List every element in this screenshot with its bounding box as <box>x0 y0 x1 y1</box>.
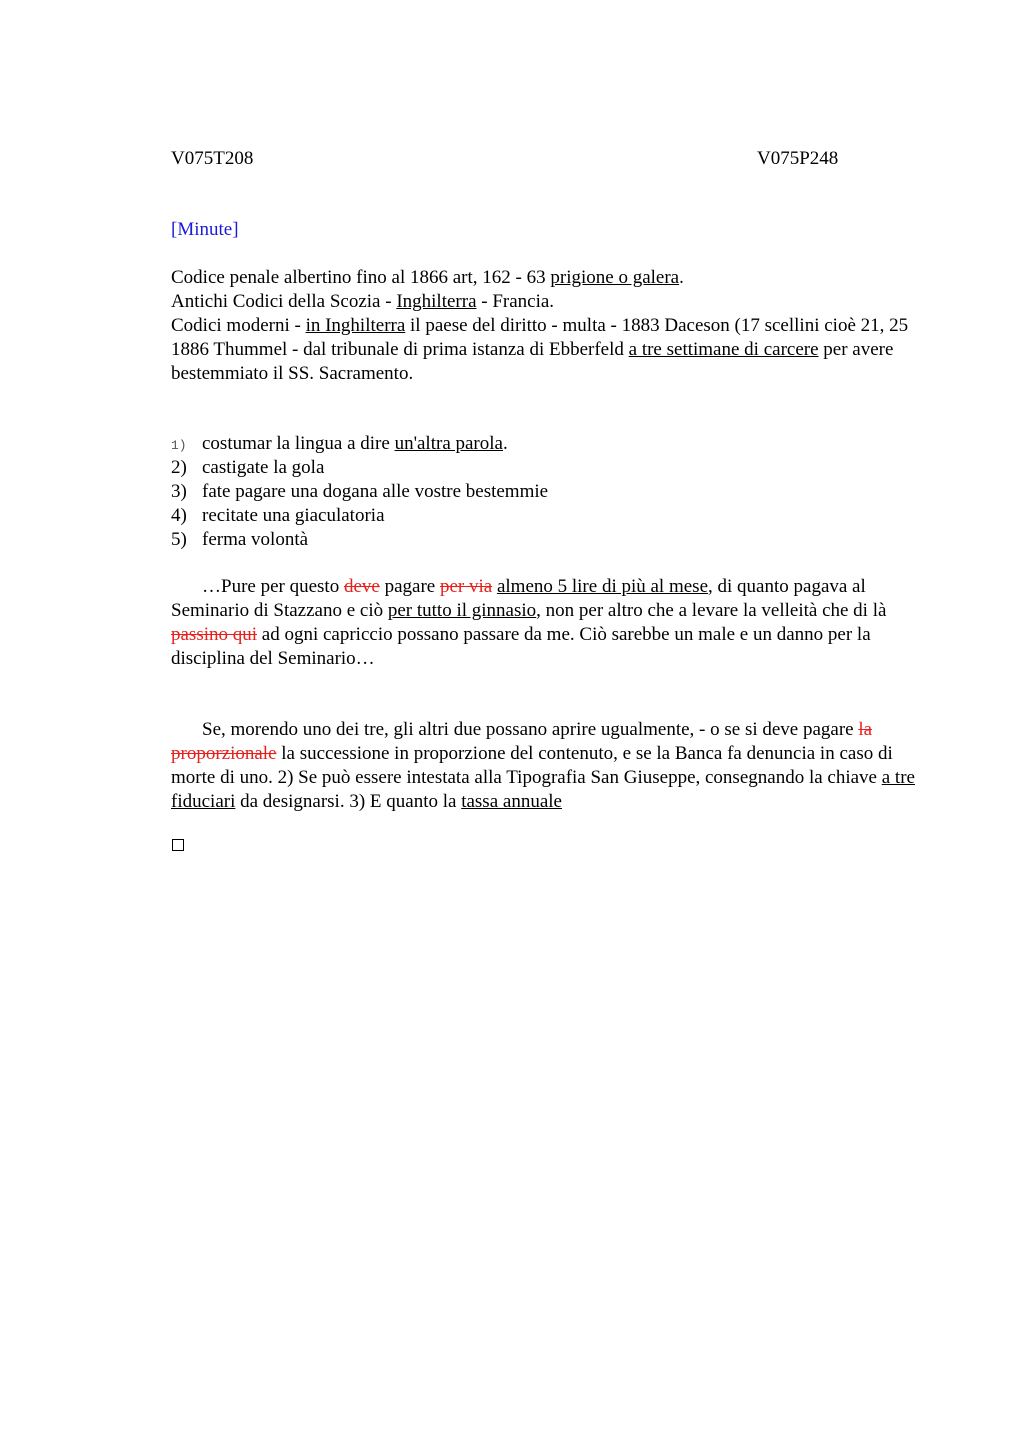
list-number: 4) <box>171 505 187 526</box>
text: la successione in proporzione del contenuto, e se la Banca fa denuncia in caso di morte di uno. 2) Se può essere intestata alla Tipografia San Giuseppe, consegnando la chiave <box>171 743 893 788</box>
deleted-text: passino qui <box>171 624 258 645</box>
paragraph-banca <box>171 718 931 814</box>
section-label: [Minute] <box>171 219 239 240</box>
text: costumar la lingua a dire <box>202 433 395 454</box>
underlined-text: per tutto il ginnasio <box>387 600 537 621</box>
list-number: 3) <box>171 481 187 502</box>
underlined-text: tassa annuale <box>461 791 562 812</box>
text: 1886 Thummel - dal tribunale di prima istanza di Ebberfeld <box>171 339 629 360</box>
text: Antichi Codici della Scozia - <box>171 291 397 312</box>
deleted-text: per via <box>439 576 493 597</box>
text: , non per altro che a levare la velleità che di là <box>536 600 887 621</box>
list-item <box>171 528 911 552</box>
underlined-text: almeno 5 lire di più al mese <box>496 576 709 597</box>
text: . <box>502 433 508 454</box>
text: il paese del diritto - multa - 1883 Daceson (17 scellini cioè 21, 25 <box>405 315 909 336</box>
text: . <box>679 267 684 288</box>
paragraph-text <box>171 718 931 814</box>
intro-line-4 <box>171 338 931 386</box>
deleted-text: la proporzionale <box>171 719 873 764</box>
intro-line-1 <box>171 266 931 290</box>
list-text: recitate una giaculatoria <box>202 505 385 526</box>
underlined-text: in Inghilterra <box>305 315 406 336</box>
list-text <box>202 432 508 456</box>
underlined-text: Inghilterra <box>396 291 477 312</box>
list-number: 2) <box>171 457 187 478</box>
underlined-text: un'altra parola <box>394 433 503 454</box>
list-item <box>171 432 911 456</box>
list-text: ferma volontà <box>202 529 309 550</box>
document-code-right: V075P248 <box>757 148 839 169</box>
document-code-left: V075T208 <box>171 148 254 169</box>
list-number: 5) <box>171 529 187 550</box>
list-number: 1) <box>171 438 187 453</box>
list-item <box>171 480 911 504</box>
underlined-text: a tre fiduciari <box>171 767 915 812</box>
list-text: castigate la gola <box>202 457 325 478</box>
empty-checkbox-glyph <box>172 839 184 851</box>
text: ad ogni capriccio possano passare da me. Ciò sarebbe un male e un danno per la disciplina del Seminario… <box>171 624 871 669</box>
text: Codici moderni - <box>171 315 306 336</box>
deleted-text: deve <box>343 576 380 597</box>
underlined-text: prigione o galera <box>550 267 680 288</box>
text: - Francia. <box>476 291 555 312</box>
text: Codice penale albertino fino al 1866 art, 162 - 63 <box>171 267 551 288</box>
text: da designarsi. 3) E quanto la <box>235 791 462 812</box>
intro-line-2 <box>171 290 931 314</box>
text: per avere bestemmiato il SS. Sacramento. <box>171 339 894 384</box>
intro-block <box>171 266 931 386</box>
list-item <box>171 504 911 528</box>
text: pagare <box>379 576 440 597</box>
text: …Pure per questo <box>202 576 344 597</box>
text: Se, morendo uno dei tre, gli altri due possano aprire ugualmente, - o se si deve pagare <box>202 719 859 740</box>
paragraph-seminario <box>171 575 931 671</box>
numbered-list <box>171 432 911 552</box>
underlined-text: a tre settimane di carcere <box>628 339 819 360</box>
text: , di quanto pagava al Seminario di Stazzano e ciò <box>171 576 866 621</box>
list-item <box>171 456 911 480</box>
intro-line-3 <box>171 314 931 338</box>
list-text: fate pagare una dogana alle vostre bestemmie <box>202 481 549 502</box>
paragraph-text <box>171 575 931 671</box>
